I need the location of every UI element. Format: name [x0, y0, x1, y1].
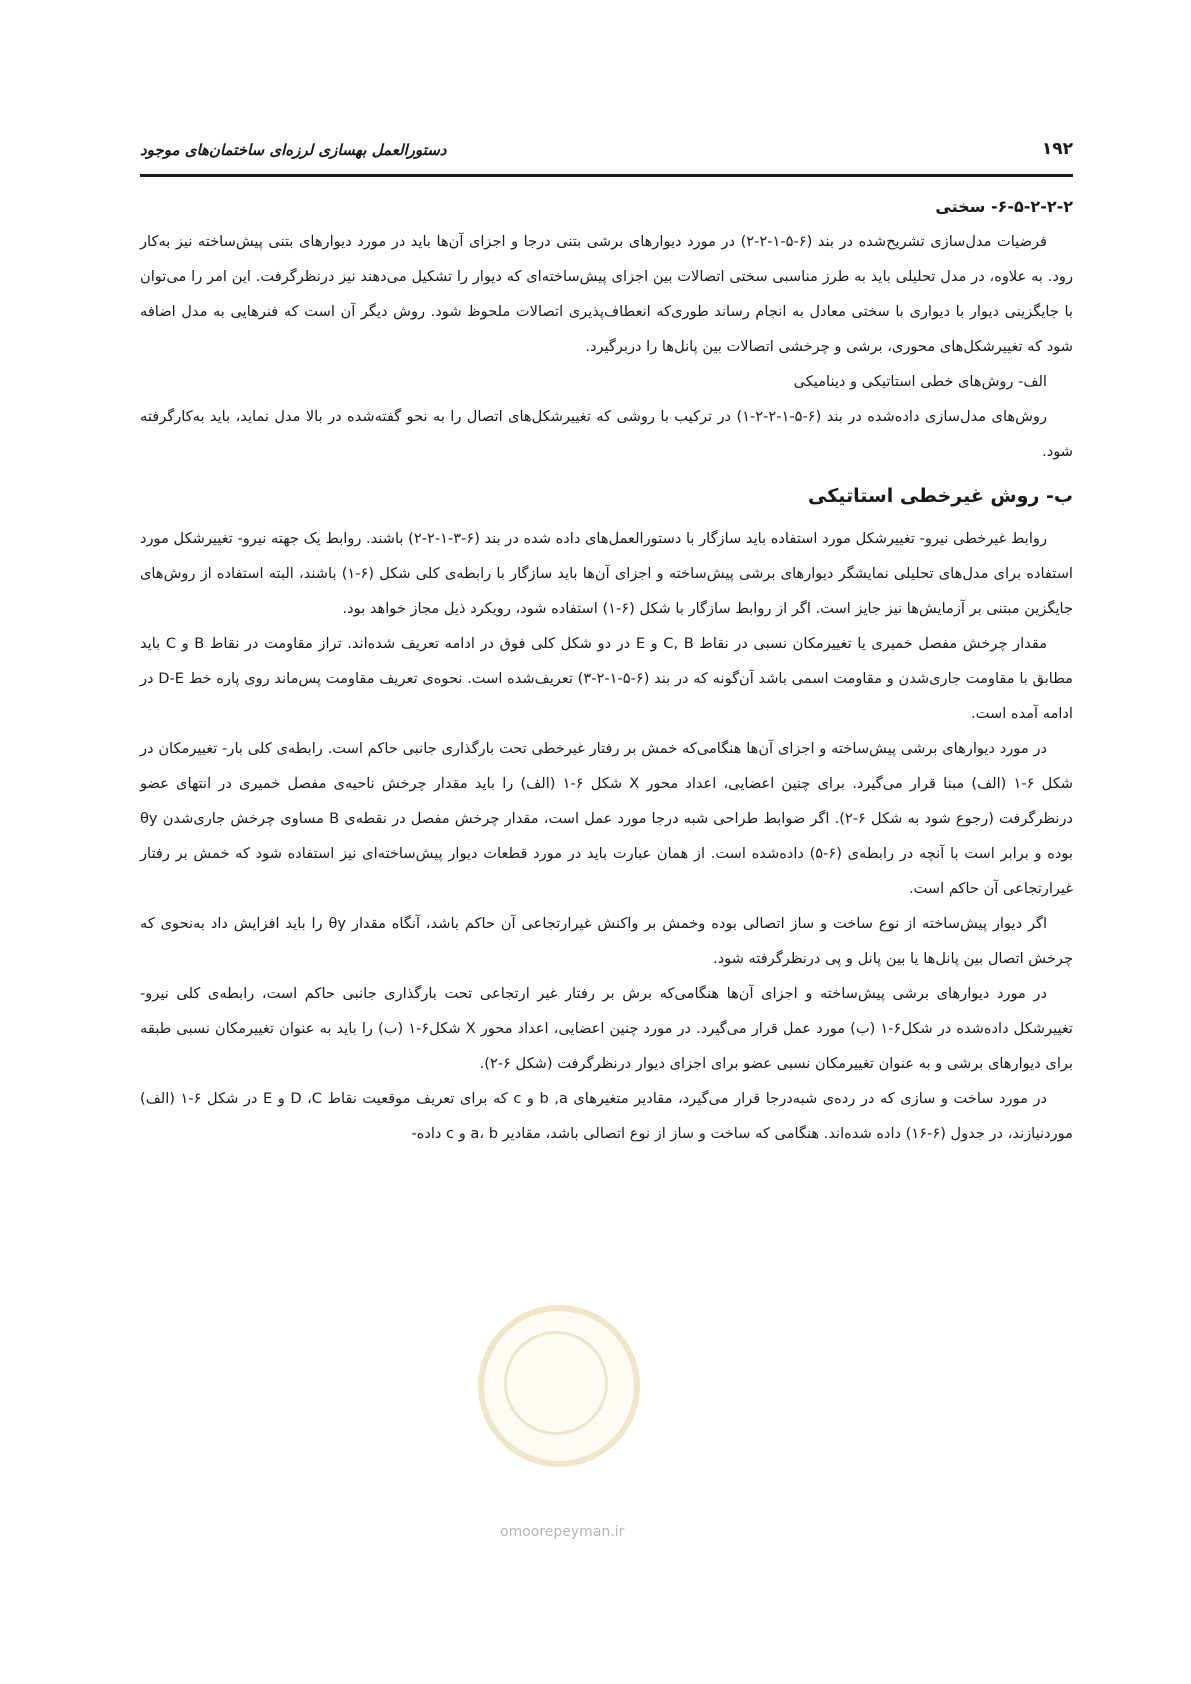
running-title: دستورالعمل بهسازی لرزه‌ای ساختمان‌های موجود — [140, 141, 447, 159]
paragraph-force-deformation: روابط غیرخطی نیرو- تغییرشکل مورد استفاده باید سازگار با دستورالعمل‌های داده شده در بند (۶-۳-۱-۲-۲) باشند. روابط یک جهته نیرو- تغییرشکل مورد استفاده برای مدل‌های تحلیلی نمایشگر دیوارهای برشی پیش‌ساخته و اجزای آن‌ها باید سازگار با رابطه‌ی کلی شکل (۶-۱) باشند، البته استفاده از روش‌های جایگزین مبتنی بر آزمایش‌ها نیز جایز است. اگر از روابط سازگار با شکل (۶-۱) استفاده شود، رویکرد ذیل مجاز خواهد بود. — [140, 530, 1073, 617]
watermark-seal — [478, 1305, 640, 1467]
paragraph-modeling-assumptions: فرضیات مدل‌سازی تشریح‌شده در بند (۶-۵-۱-۲-۲) در مورد دیوارهای برشی بتنی درجا و اجزای آن‌ها باید در مورد دیوارهای بتنی پیش‌ساخته نیز به‌کار رود. به علاوه، در مدل تحلیلی باید به طرز مناسبی سختی اتصالات بین اجزای پیش‌ساخته‌ای که دیوار را تشکیل می‌دهند نیز درنظرگرفت. این امر را می‌توان با جایگزینی دیوار با دیواری با سختی معادل به انجام رساند طوری‌که انعطاف‌پذیری اتصالات ملحوظ شود. روش دیگر آن است که فنرهایی به مدل اضافه شود که تغییرشکل‌های محوری، برشی و چرخشی اتصالات بین پانل‌ها را دربرگیرد. — [140, 233, 1073, 355]
watermark-url: omoorepeyman.ir — [500, 1524, 625, 1540]
page-header — [140, 133, 1073, 173]
page-body — [140, 184, 1073, 1151]
subheading-linear-methods: الف- روش‌های خطی استاتیکی و دینامیکی — [793, 373, 1047, 390]
paragraph-connection-rotation: اگر دیوار پیش‌ساخته از نوع ساخت و ساز اتصالی بوده وخمش بر واکنش غیرارتجاعی آن حاکم باشد، آنگاه مقدار θy را باید افزایش داد به‌نحوی که چرخش اتصال بین پانل‌ها یا بین پانل و پی درنظرگرفته شود. — [140, 915, 1073, 967]
paragraph-hinge-rotation: مقدار چرخش مفصل خمیری یا تغییرمکان نسبی در نقاط C, B و E در دو شکل کلی فوق در ادامه تعریف شده‌اند. تراز مقاومت در نقاط B و C باید مطابق با مقاومت جاری‌شدن و مقاومت اسمی باشد آن‌گونه که در بند (۶-۵-۱-۲-۳) تعریف‌شده است. نحوه‌ی تعریف مقاومت پس‌ماند روی پاره خط D-E در ادامه آمده است. — [140, 635, 1074, 722]
paragraph-parameters-abc: در مورد ساخت و سازی که در رده‌ی شبه‌درجا قرار می‌گیرد، مقادیر متغیرهای b ,a و c که برای تعریف موقعیت نقاط D ،C و E در شکل ۶-۱ (الف) موردنیازند، در جدول (۶-۱۶) داده شده‌اند. هنگامی که ساخت و ساز از نوع اتصالی باشد، مقادیر a، b و c داده- — [140, 1090, 1073, 1142]
header-rule — [140, 174, 1073, 177]
paragraph-flexure-governed: در مورد دیوارهای برشی پیش‌ساخته و اجزای آن‌ها هنگامی‌که خمش بر رفتار غیرخطی تحت بارگذاری جانبی حاکم است. رابطه‌ی کلی بار- تغییرمکان در شکل ۶-۱ (الف) مبنا قرار می‌گیرد. برای چنین اعضایی، اعداد محور X شکل ۶-۱ (الف) را باید مقدار چرخش ناحیه‌ی مفصل خمیری در انتهای عضو درنظرگرفت (رجوع شود به شکل ۶-۲). اگر ضوابط طراحی شبه درجا مورد عمل است، مقدار چرخش مفصل در نقطه‌ی B مساوی چرخش جاری‌شدن θy بوده و برابر است با آنچه در رابطه‌ی (۶-۵) داده‌شده است. از همان عبارت باید در مورد قطعات دیوار پیش‌ساخته‌ای نیز استفاده شود که خمش بر رفتار غیرارتجاعی آن حاکم است. — [140, 740, 1073, 897]
paragraph-shear-governed: در مورد دیوارهای برشی پیش‌ساخته و اجزای آن‌ها هنگامی‌که برش بر رفتار غیر ارتجاعی تحت بارگذاری جانبی حاکم است، رابطه‌ی کلی نیرو- تغییرشکل داده‌شده در شکل۶-۱ (ب) مورد عمل قرار می‌گیرد. در مورد چنین اعضایی، اعداد محور X شکل۶-۱ (ب) را باید به عنوان تغییرمکان نسبی طبقه برای دیوارهای برشی و به عنوان تغییرمکان نسبی عضو برای اجزای دیوار درنظرگرفت (شکل ۶-۲). — [140, 985, 1073, 1072]
subheading-nonlinear-static: ب- روش غیرخطی استاتیکی — [807, 485, 1073, 507]
watermark-seal-inner — [504, 1331, 608, 1435]
page-number: ۱۹۲ — [1041, 139, 1073, 159]
section-heading: ۶-۵-۲-۲-۲- سختی — [935, 197, 1073, 216]
paragraph-linear-methods: روش‌های مدل‌سازی داده‌شده در بند (۶-۵-۱-۲-۲-۱) در ترکیب با روشی که تغییرشکل‌های اتصال را به نحو گفته‌شده در بالا مدل نماید، باید به‌کارگرفته شود. — [140, 408, 1073, 460]
